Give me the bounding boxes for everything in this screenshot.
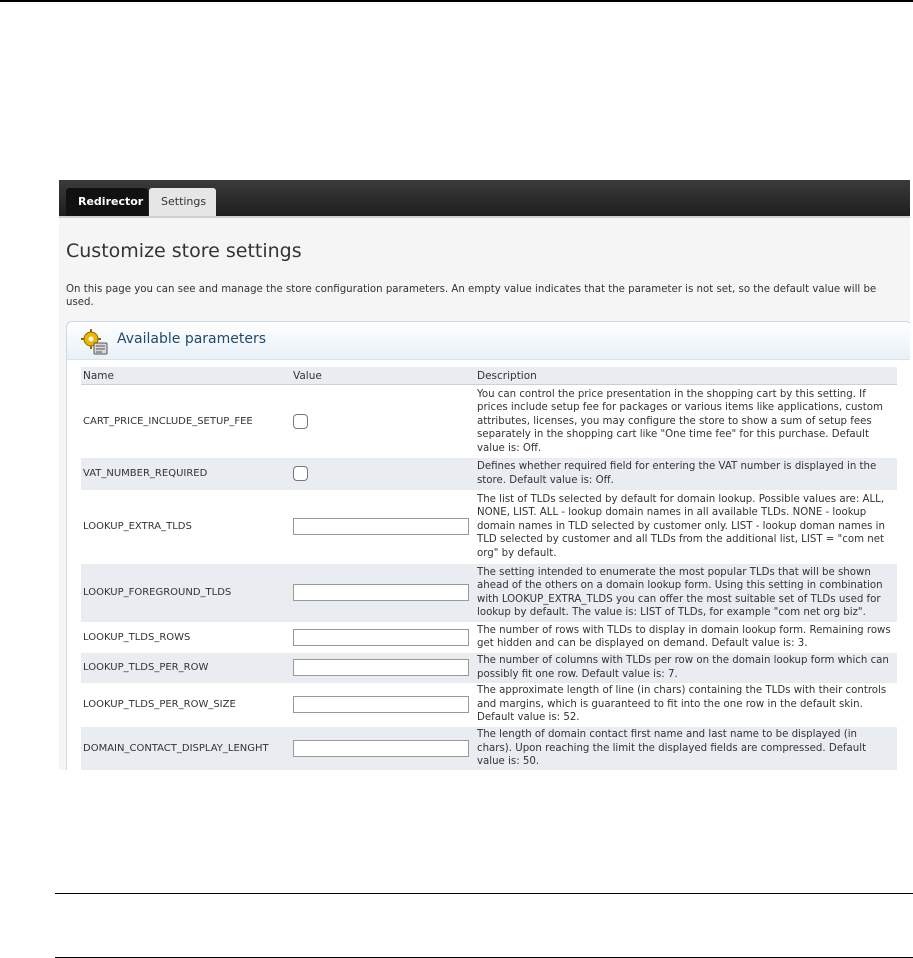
param-description: The number of columns with TLDs per row on the domain lookup form which can possibly fit one row. Default value is: 7.	[475, 653, 897, 683]
param-description: You can control the price presentation in the shopping cart by this setting. If prices include setup fee for packages or various items like applications, custom attributes, licenses, you may configure the store to show a sum of setup fees separately in the shopping cart like "One time fee" for this purchase. Default value is: Off.	[477, 388, 883, 454]
parameters-table	[81, 367, 897, 770]
param-name: LOOKUP_EXTRA_TLDS	[83, 521, 192, 532]
param-description: The length of domain contact first name and last name to be displayed (in chars). Upon reaching the limit the displayed fields are compressed. Default value is: 50.	[475, 727, 897, 771]
param-description: Defines whether required field for entering the VAT number is displayed in the store. Default value is: Off.	[475, 458, 897, 490]
tab-redirector[interactable]: Redirector	[66, 188, 148, 216]
param-input[interactable]	[293, 740, 469, 757]
param-description: The approximate length of line (in chars) containing the TLDs with their controls and margins, which is guaranteed to fit into the one row in the default skin. Default value is: 52.	[477, 685, 887, 724]
param-input[interactable]	[293, 659, 469, 676]
param-input[interactable]	[293, 518, 469, 535]
settings-gears-icon	[79, 326, 109, 356]
tab-bar	[59, 180, 910, 218]
param-description: The list of TLDs selected by default for domain lookup. Possible values are: ALL, NONE, LIST. ALL - lookup domain names in all available TLDs. NONE - lookup domain names in TLD selected by customer only. LIST - lookup doman names in TLD selected by customer and all TLDs from the additional list, LIST = "com net org" by default.	[477, 493, 885, 559]
param-description: The setting intended to enumerate the most popular TLDs that will be shown ahead of the others on a domain lookup form. Using this setting in combination with LOOKUP_EXTRA_TLDS you can offer the most suitable set of TLDs used for lookup by default. The value is: LIST of TLDs, for example "com net org biz".	[475, 564, 897, 622]
param-name: LOOKUP_TLDS_ROWS	[83, 631, 191, 643]
param-name: LOOKUP_FOREGROUND_TLDS	[81, 564, 291, 622]
panel-title: Available parameters	[117, 331, 267, 347]
intro-text: On this page you can see and manage the store configuration parameters. An empty value indicates that the parameter is not set, so the default value will be used.	[66, 284, 877, 308]
param-input[interactable]	[293, 584, 469, 601]
column-header-value: Value	[291, 367, 475, 385]
table-row	[81, 683, 897, 727]
table-row	[81, 653, 897, 683]
param-name: VAT_NUMBER_REQUIRED	[81, 458, 291, 490]
table-row	[81, 385, 897, 458]
table-row	[81, 727, 897, 771]
tab-settings[interactable]: Settings	[149, 188, 216, 216]
param-input[interactable]	[293, 696, 469, 713]
column-header-name: Name	[81, 367, 291, 385]
column-header-description: Description	[475, 367, 897, 385]
parameters-panel	[66, 321, 910, 770]
table-row	[81, 622, 897, 653]
table-header-row	[81, 367, 897, 385]
param-name: LOOKUP_TLDS_PER_ROW	[81, 653, 291, 683]
param-name: DOMAIN_CONTACT_DISPLAY_LENGHT	[81, 727, 291, 771]
panel-header	[67, 322, 910, 360]
param-checkbox[interactable]	[293, 414, 308, 429]
store-settings-screenshot	[59, 180, 910, 770]
table-row	[81, 564, 897, 622]
table-row	[81, 458, 897, 490]
param-input[interactable]	[293, 629, 469, 646]
param-checkbox[interactable]	[293, 466, 308, 481]
page-rule	[55, 893, 913, 894]
table-row	[81, 490, 897, 564]
param-description: The number of rows with TLDs to display in domain lookup form. Remaining rows get hidden and can be displayed on demand. Default value is: 3.	[477, 624, 891, 649]
param-name: CART_PRICE_INCLUDE_SETUP_FEE	[83, 415, 253, 427]
param-name: LOOKUP_TLDS_PER_ROW_SIZE	[83, 699, 236, 710]
page-title: Customize store settings	[66, 240, 302, 262]
page-top-rule	[0, 0, 913, 2]
